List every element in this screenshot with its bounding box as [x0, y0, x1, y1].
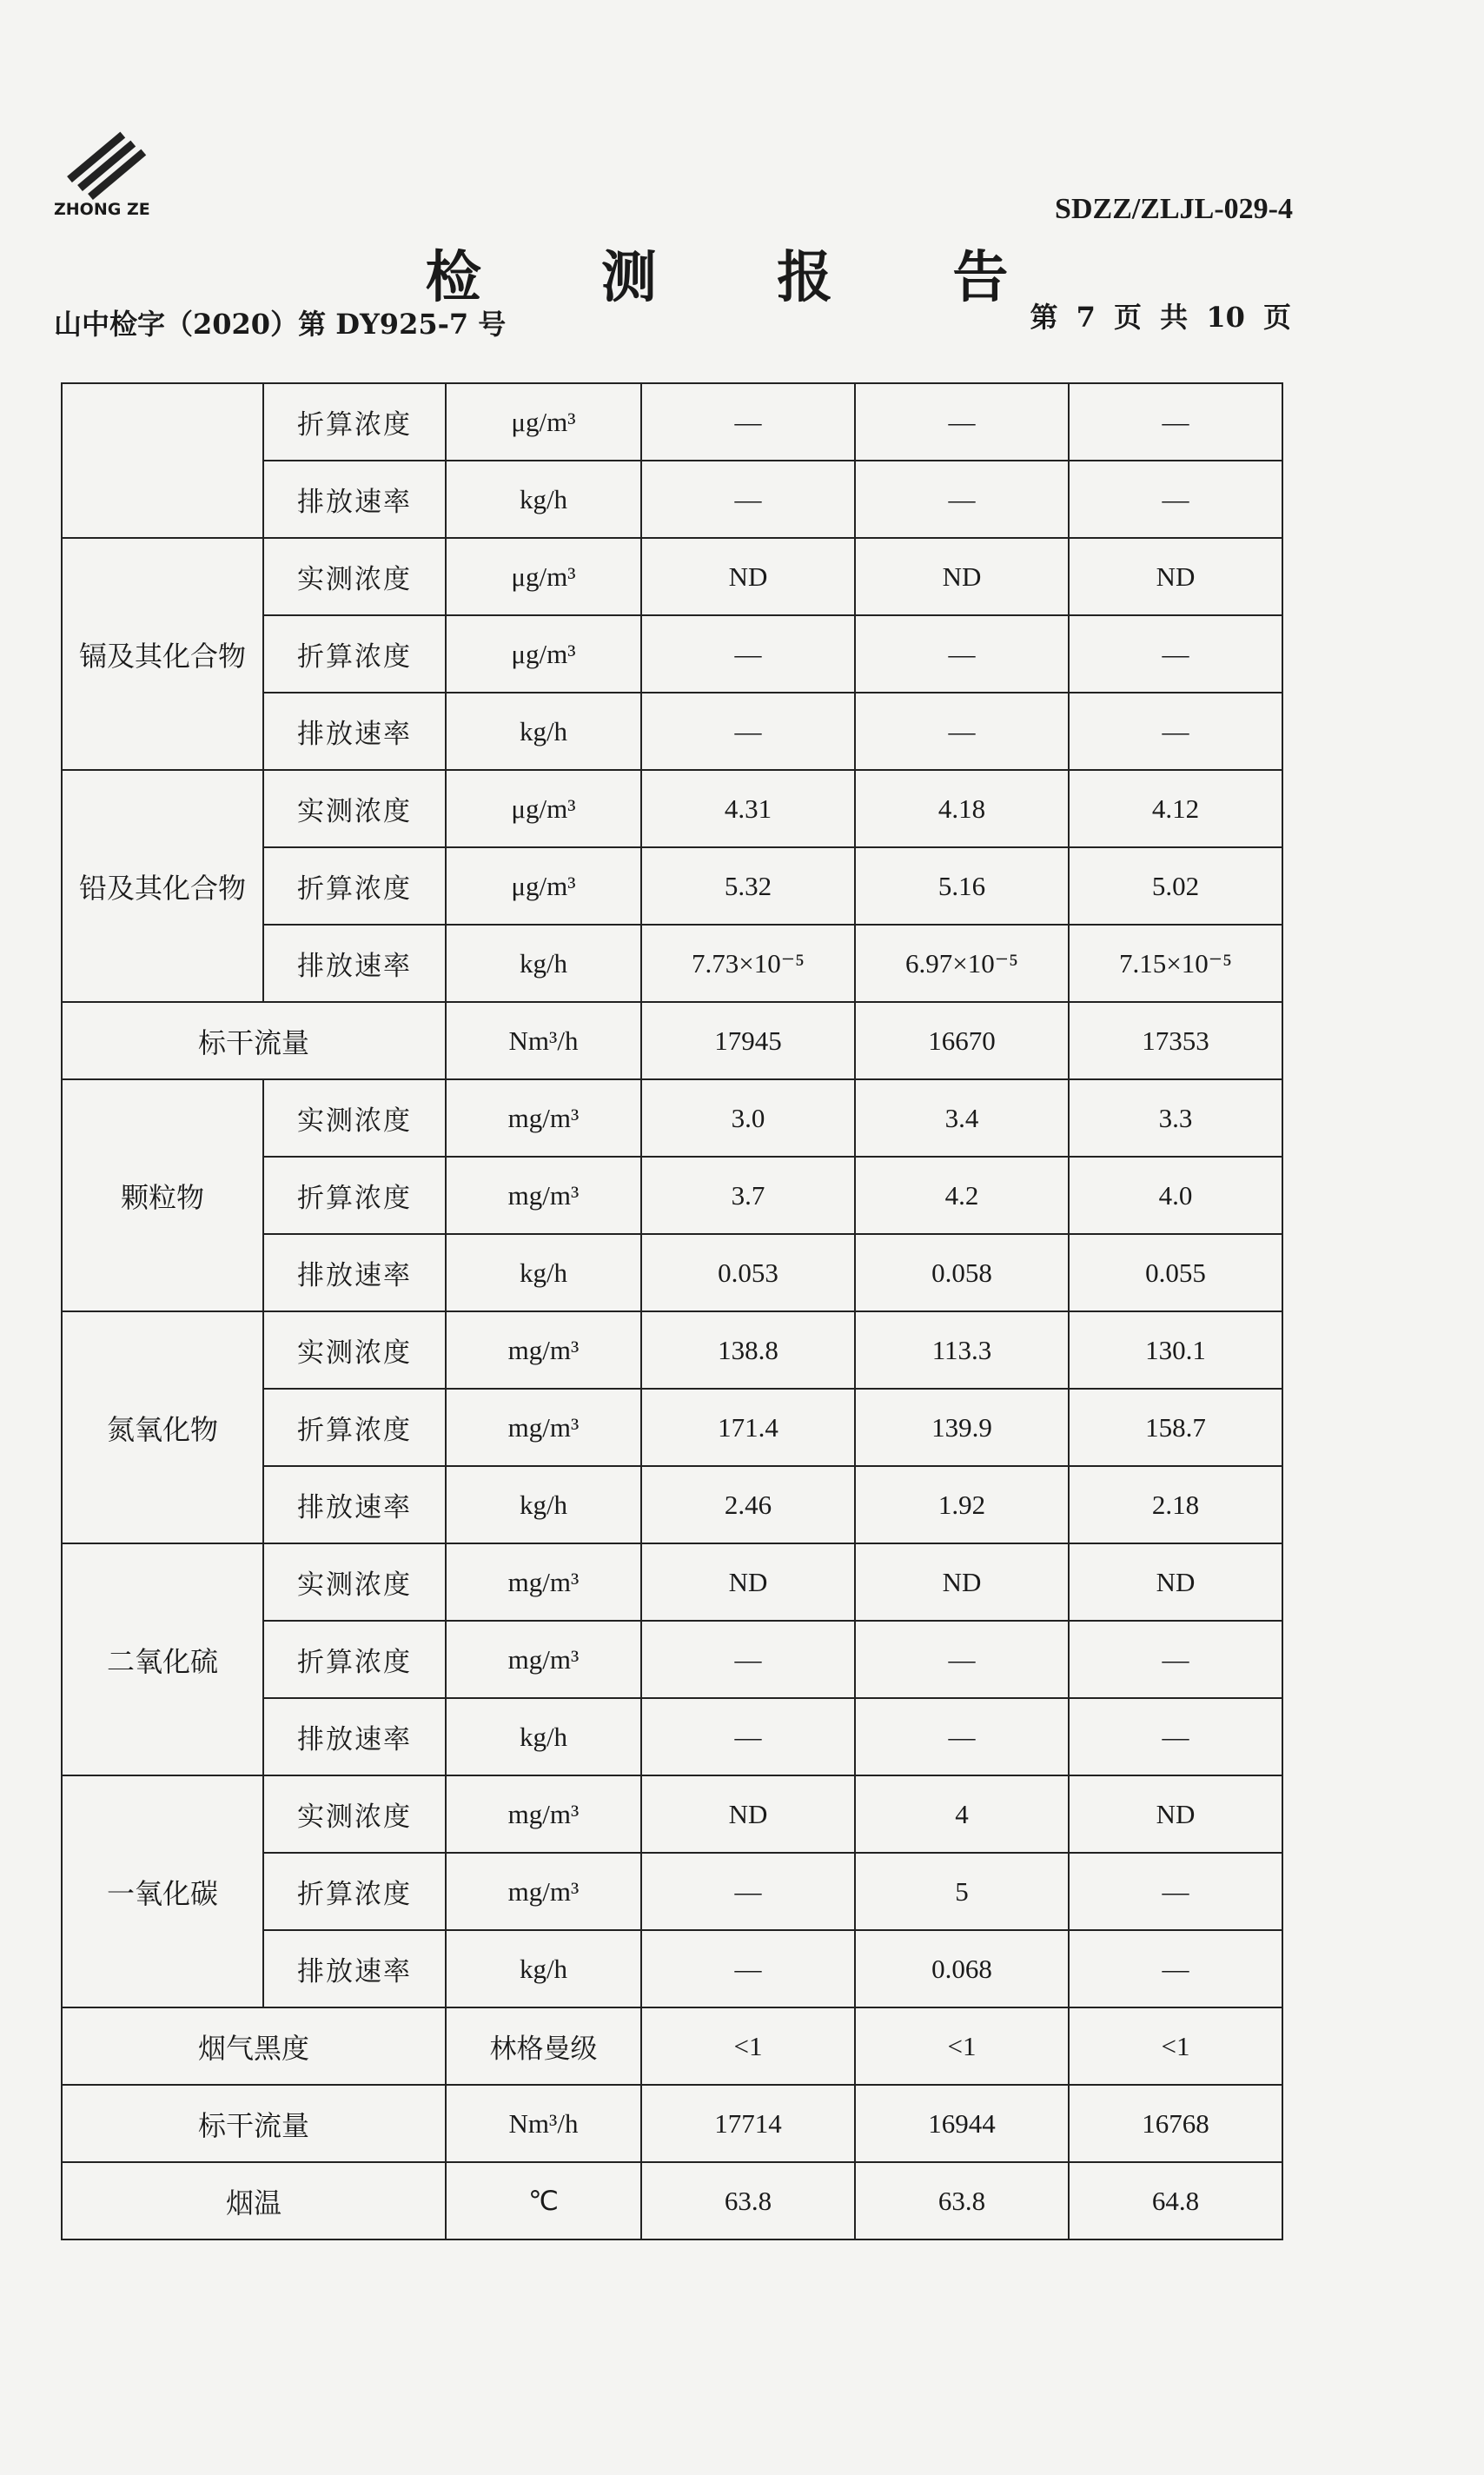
unit-cell: μg/m³ — [446, 383, 641, 461]
unit-cell: mg/m³ — [446, 1775, 641, 1853]
results-table — [61, 382, 1283, 2240]
value-cell: 3.7 — [641, 1157, 855, 1234]
category-cell: 铅及其化合物 — [62, 770, 263, 1002]
table-row — [62, 1775, 1282, 1853]
value-cell: 17945 — [641, 1002, 855, 1079]
unit-cell: kg/h — [446, 461, 641, 538]
value-cell: — — [1069, 1853, 1282, 1930]
unit-cell: μg/m³ — [446, 770, 641, 847]
value-cell: — — [1069, 383, 1282, 461]
unit-cell: Nm³/h — [446, 2085, 641, 2162]
value-cell: — — [1069, 1930, 1282, 2007]
metric-cell: 实测浓度 — [263, 1543, 446, 1621]
metric-cell: 排放速率 — [263, 925, 446, 1002]
value-cell: ND — [641, 538, 855, 615]
metric-cell: 排放速率 — [263, 1234, 446, 1311]
value-cell: — — [641, 1621, 855, 1698]
unit-cell: mg/m³ — [446, 1543, 641, 1621]
unit-cell: kg/h — [446, 693, 641, 770]
value-cell: — — [641, 1853, 855, 1930]
metric-cell: 实测浓度 — [263, 1311, 446, 1389]
value-cell: ND — [855, 1543, 1069, 1621]
value-cell: — — [855, 1621, 1069, 1698]
document-code: SDZZ/ZLJL-029-4 — [1055, 193, 1293, 225]
metric-cell: 实测浓度 — [263, 1775, 446, 1853]
metric-cell: 折算浓度 — [263, 1157, 446, 1234]
label-cell: 烟气黑度 — [62, 2007, 446, 2085]
unit-cell: kg/h — [446, 925, 641, 1002]
value-cell: 5.32 — [641, 847, 855, 925]
metric-cell: 折算浓度 — [263, 383, 446, 461]
value-cell: — — [855, 693, 1069, 770]
value-cell: 0.053 — [641, 1234, 855, 1311]
value-cell: ND — [1069, 538, 1282, 615]
value-cell: — — [1069, 1698, 1282, 1775]
table-row — [62, 2007, 1282, 2085]
value-cell: 0.058 — [855, 1234, 1069, 1311]
value-cell: ND — [1069, 1775, 1282, 1853]
value-cell: 16768 — [1069, 2085, 1282, 2162]
value-cell: ND — [641, 1775, 855, 1853]
label-cell: 标干流量 — [62, 1002, 446, 1079]
value-cell: 3.3 — [1069, 1079, 1282, 1157]
value-cell: 158.7 — [1069, 1389, 1282, 1466]
value-cell: 5 — [855, 1853, 1069, 1930]
value-cell: 2.18 — [1069, 1466, 1282, 1543]
unit-cell: mg/m³ — [446, 1311, 641, 1389]
value-cell: 0.055 — [1069, 1234, 1282, 1311]
value-cell: 17353 — [1069, 1002, 1282, 1079]
metric-cell: 排放速率 — [263, 461, 446, 538]
value-cell: 4.18 — [855, 770, 1069, 847]
value-cell: — — [641, 615, 855, 693]
value-cell: 3.4 — [855, 1079, 1069, 1157]
value-cell: 139.9 — [855, 1389, 1069, 1466]
value-cell: — — [855, 1698, 1069, 1775]
unit-cell: mg/m³ — [446, 1079, 641, 1157]
value-cell: 17714 — [641, 2085, 855, 2162]
metric-cell: 折算浓度 — [263, 847, 446, 925]
value-cell: 4.2 — [855, 1157, 1069, 1234]
value-cell: 16670 — [855, 1002, 1069, 1079]
table-row — [62, 1543, 1282, 1621]
value-cell: — — [1069, 693, 1282, 770]
value-cell: 7.15×10⁻⁵ — [1069, 925, 1282, 1002]
unit-cell: 林格曼级 — [446, 2007, 641, 2085]
value-cell: 64.8 — [1069, 2162, 1282, 2239]
value-cell: 171.4 — [641, 1389, 855, 1466]
unit-cell: mg/m³ — [446, 1621, 641, 1698]
metric-cell: 排放速率 — [263, 693, 446, 770]
metric-cell: 排放速率 — [263, 1466, 446, 1543]
value-cell: 3.0 — [641, 1079, 855, 1157]
value-cell: — — [641, 383, 855, 461]
unit-cell: Nm³/h — [446, 1002, 641, 1079]
value-cell: 113.3 — [855, 1311, 1069, 1389]
unit-cell: μg/m³ — [446, 615, 641, 693]
value-cell: 5.16 — [855, 847, 1069, 925]
value-cell: — — [1069, 461, 1282, 538]
value-cell: — — [641, 1698, 855, 1775]
table-row — [62, 538, 1282, 615]
page-title: 检 测 报 告 — [425, 245, 1059, 310]
value-cell: — — [1069, 1621, 1282, 1698]
metric-cell: 排放速率 — [263, 1698, 446, 1775]
value-cell: <1 — [641, 2007, 855, 2085]
table-row — [62, 2162, 1282, 2239]
value-cell: 138.8 — [641, 1311, 855, 1389]
metric-cell: 折算浓度 — [263, 1621, 446, 1698]
value-cell: 2.46 — [641, 1466, 855, 1543]
unit-cell: ℃ — [446, 2162, 641, 2239]
value-cell: 1.92 — [855, 1466, 1069, 1543]
metric-cell: 实测浓度 — [263, 538, 446, 615]
value-cell: 7.73×10⁻⁵ — [641, 925, 855, 1002]
unit-cell: kg/h — [446, 1234, 641, 1311]
category-cell — [62, 383, 263, 538]
value-cell: ND — [641, 1543, 855, 1621]
metric-cell: 排放速率 — [263, 1930, 446, 2007]
logo-text: ZHONG ZE — [54, 200, 150, 219]
value-cell: 4.31 — [641, 770, 855, 847]
value-cell: — — [855, 615, 1069, 693]
unit-cell: μg/m³ — [446, 847, 641, 925]
unit-cell: kg/h — [446, 1698, 641, 1775]
metric-cell: 折算浓度 — [263, 615, 446, 693]
unit-cell: mg/m³ — [446, 1853, 641, 1930]
value-cell: 4.0 — [1069, 1157, 1282, 1234]
unit-cell: kg/h — [446, 1930, 641, 2007]
value-cell: 16944 — [855, 2085, 1069, 2162]
label-cell: 标干流量 — [62, 2085, 446, 2162]
table-row — [62, 1079, 1282, 1157]
value-cell: 63.8 — [641, 2162, 855, 2239]
value-cell: <1 — [855, 2007, 1069, 2085]
logo-stripes-icon — [63, 122, 141, 191]
company-logo — [54, 122, 149, 226]
metric-cell: 实测浓度 — [263, 1079, 446, 1157]
report-number: 山中检字（2020）第 DY925-7 号 — [54, 308, 507, 341]
value-cell: — — [641, 693, 855, 770]
table-row — [62, 383, 1282, 461]
label-cell: 烟温 — [62, 2162, 446, 2239]
value-cell: 4 — [855, 1775, 1069, 1853]
table-row — [62, 770, 1282, 847]
value-cell: 5.02 — [1069, 847, 1282, 925]
unit-cell: mg/m³ — [446, 1389, 641, 1466]
category-cell: 镉及其化合物 — [62, 538, 263, 770]
metric-cell: 实测浓度 — [263, 770, 446, 847]
value-cell: 130.1 — [1069, 1311, 1282, 1389]
category-cell: 一氧化碳 — [62, 1775, 263, 2007]
value-cell: ND — [1069, 1543, 1282, 1621]
unit-cell: μg/m³ — [446, 538, 641, 615]
page-number: 第 7 页 共 10 页 — [1030, 301, 1291, 334]
unit-cell: mg/m³ — [446, 1157, 641, 1234]
value-cell: — — [641, 461, 855, 538]
value-cell: ND — [855, 538, 1069, 615]
value-cell: 6.97×10⁻⁵ — [855, 925, 1069, 1002]
category-cell: 颗粒物 — [62, 1079, 263, 1311]
table-row — [62, 2085, 1282, 2162]
unit-cell: kg/h — [446, 1466, 641, 1543]
category-cell: 氮氧化物 — [62, 1311, 263, 1543]
value-cell: 4.12 — [1069, 770, 1282, 847]
table-row — [62, 1002, 1282, 1079]
value-cell: 63.8 — [855, 2162, 1069, 2239]
metric-cell: 折算浓度 — [263, 1853, 446, 1930]
metric-cell: 折算浓度 — [263, 1389, 446, 1466]
value-cell: 0.068 — [855, 1930, 1069, 2007]
value-cell: — — [855, 383, 1069, 461]
table-row — [62, 1311, 1282, 1389]
value-cell: — — [1069, 615, 1282, 693]
category-cell: 二氧化硫 — [62, 1543, 263, 1775]
value-cell: — — [855, 461, 1069, 538]
value-cell: <1 — [1069, 2007, 1282, 2085]
value-cell: — — [641, 1930, 855, 2007]
